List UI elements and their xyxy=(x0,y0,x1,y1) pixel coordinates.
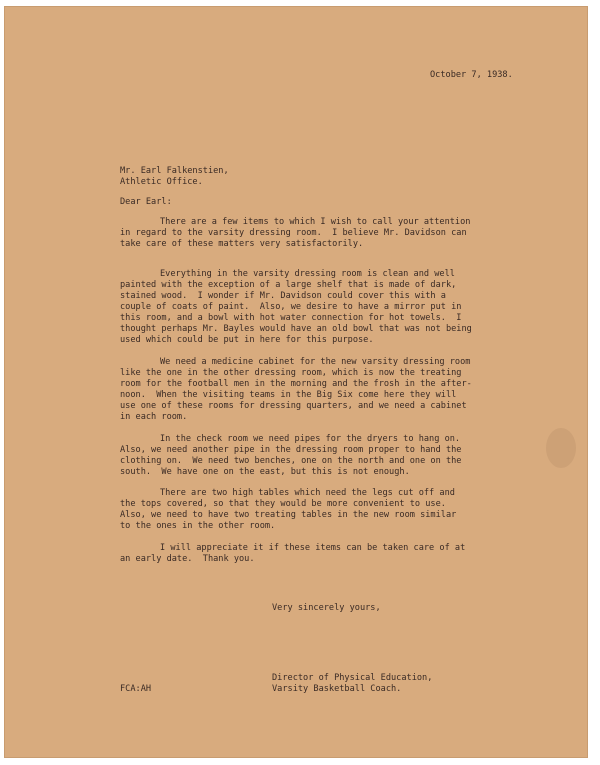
body-line: Also, we need another pipe in the dressing room proper to hand the xyxy=(120,445,462,455)
letter-date: October 7, 1938. xyxy=(430,70,513,80)
body-line: south. We have one on the east, but this is not enough. xyxy=(120,467,410,477)
body-line: room for the football men in the morning and the frosh in the after- xyxy=(120,379,472,389)
body-line: in regard to the varsity dressing room. I believe Mr. Davidson can xyxy=(120,228,467,238)
body-line: painted with the exception of a large shelf that is made of dark, xyxy=(120,280,457,290)
recipient-name: Mr. Earl Falkenstien, xyxy=(120,166,229,176)
body-line: like the one in the other dressing room, which is now the treating xyxy=(120,368,462,378)
body-line: Everything in the varsity dressing room is clean and well xyxy=(160,269,455,279)
body-line: There are a few items to which I wish to call your attention xyxy=(160,217,471,227)
body-line: an early date. Thank you. xyxy=(120,554,255,564)
body-line: In the check room we need pipes for the dryers to hang on. xyxy=(160,434,461,444)
body-line: couple of coats of paint. Also, we desire to have a mirror put in xyxy=(120,302,462,312)
body-line: thought perhaps Mr. Bayles would have an old bowl that was not being xyxy=(120,324,472,334)
signature-role: Varsity Basketball Coach. xyxy=(272,684,402,694)
body-line: to the ones in the other room. xyxy=(120,521,276,531)
body-line: use one of these rooms for dressing quarters, and we need a cabinet xyxy=(120,401,467,411)
body-line: noon. When the visiting teams in the Big Six come here they will xyxy=(120,390,457,400)
body-line: used which could be put in here for this purpose. xyxy=(120,335,374,345)
body-line: Also, we need to have two treating tables in the new room similar xyxy=(120,510,457,520)
body-line: this room, and a bowl with hot water connection for hot towels. I xyxy=(120,313,462,323)
typist-initials: FCA:AH xyxy=(120,684,152,694)
body-line: take care of these matters very satisfactorily. xyxy=(120,239,364,249)
body-line: in each room. xyxy=(120,412,188,422)
body-line: the tops covered, so that they would be more convenient to use. xyxy=(120,499,446,509)
salutation: Dear Earl: xyxy=(120,197,172,207)
body-line: There are two high tables which need the legs cut off and xyxy=(160,488,455,498)
letter-page xyxy=(4,6,588,758)
body-line: I will appreciate it if these items can be taken care of at xyxy=(160,543,466,553)
recipient-office: Athletic Office. xyxy=(120,177,203,187)
body-line: stained wood. I wonder if Mr. Davidson could cover this with a xyxy=(120,291,446,301)
body-line: clothing on. We need two benches, one on the north and one on the xyxy=(120,456,462,466)
signature-title: Director of Physical Education, xyxy=(272,673,433,683)
body-line: We need a medicine cabinet for the new varsity dressing room xyxy=(160,357,471,367)
closing: Very sincerely yours, xyxy=(272,603,381,613)
